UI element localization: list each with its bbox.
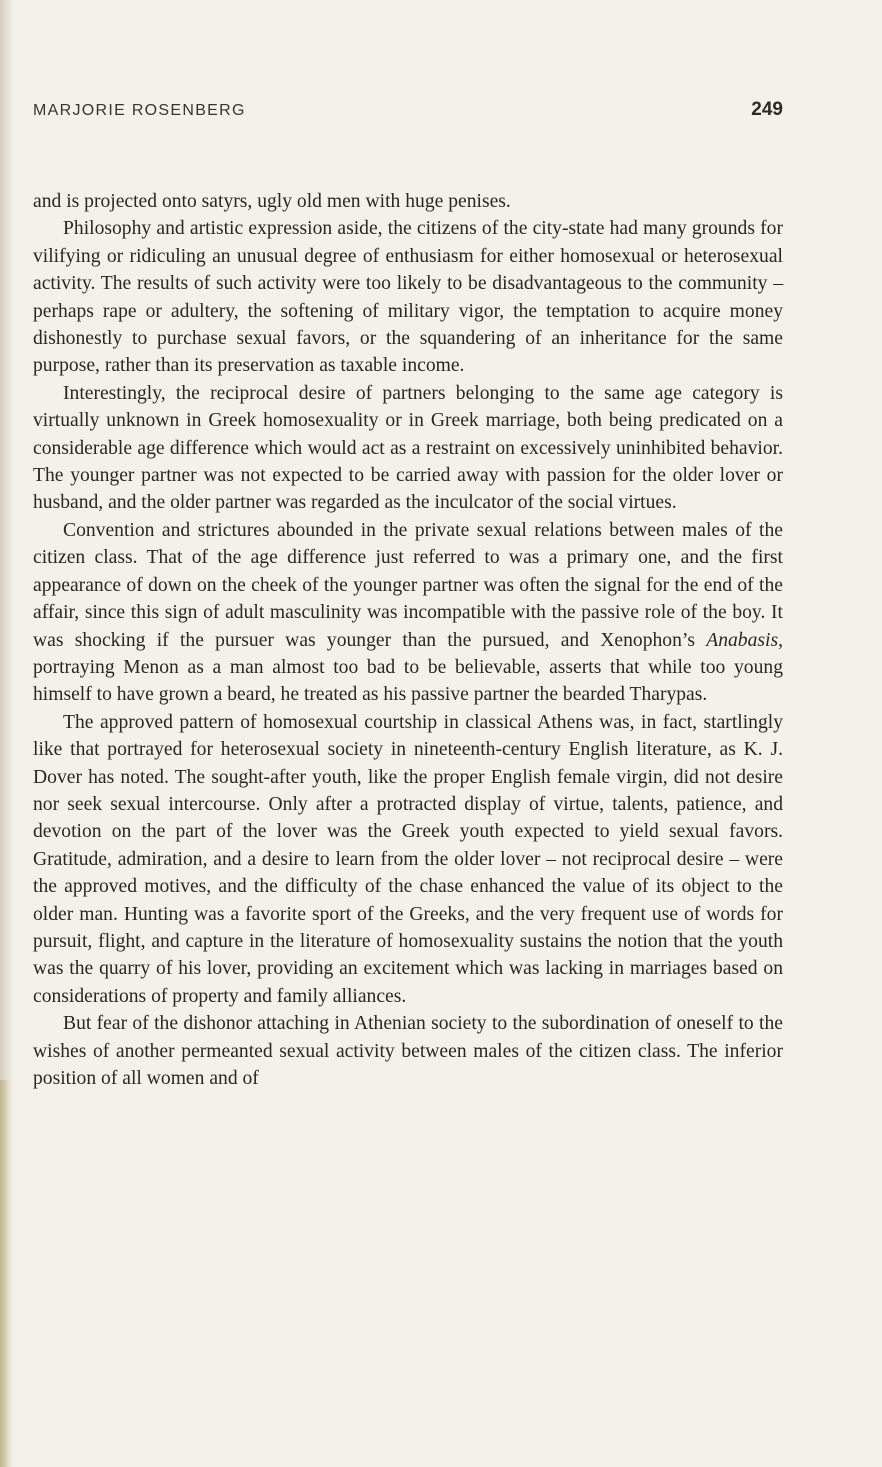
page-number: 249 xyxy=(751,99,783,120)
book-title-anabasis: Anabasis xyxy=(706,629,779,651)
paragraph-4-text-before: Convention and strictures abounded in the private sexual relations between males of the citizen class. That of the age difference just referred to was a primary one, and the first appearance of down on the cheek of the younger partner was often the signal for the end of the affair, since this sign of adult masculinity was incompatible with the passive role of the boy. It was shocking if the pursuer was younger than the pursued, and Xenophon’s xyxy=(33,519,783,651)
paragraph-3: Interestingly, the reciprocal desire of partners belonging to the same age category is virtually unknown in Greek homosexuality or in Greek marriage, both being predicated on a considerable age difference which would act as a restraint on excessively uninhibited behavior. The younger partner was not expected to be carried away with passion for the older lover or husband, and the older partner was regarded as the inculcator of the social virtues. xyxy=(33,382,783,514)
paragraph-1: and is projected onto satyrs, ugly old men with huge penises. xyxy=(33,191,511,212)
running-header xyxy=(33,99,783,128)
paragraph-2: Philosophy and artistic expression aside, the citizens of the city-state had many grounds for vilifying or ridiculing an unusual degree of enthusiasm for either homosexual or heterosexual activity. The results of such activity were too likely to be disadvantageous to the community – perhaps rape or adultery, the softening of military vigor, the temptation to acquire money dishonestly to purchase sexual favors, or the squandering of an inheritance for the same purpose, rather than its preservation as taxable income. xyxy=(33,218,783,377)
paragraph-4 xyxy=(33,517,783,709)
body-text xyxy=(33,188,783,1092)
paragraph-4-text-after: , portraying Menon as a man almost too bad to be believable, asserts that while too young himself to have grown a beard, he treated as his passive partner the bearded Tharypas. xyxy=(33,629,783,706)
header-author: MARJORIE ROSENBERG xyxy=(33,102,246,119)
page-edge-stain xyxy=(0,1080,10,1467)
paragraph-5: The approved pattern of homosexual courtship in classical Athens was, in fact, startlingly like that portrayed for heterosexual society in nineteenth-century English literature, as K. J. Dover has noted. The sought-after youth, like the proper English female virgin, did not desire nor seek sexual intercourse. Only after a protracted display of virtue, talents, patience, and devotion on the part of the lover was the Greek youth expected to yield sexual favors. Gratitude, admiration, and a desire to learn from the older lover – not reciprocal desire – were the approved motives, and the difficulty of the chase enhanced the value of its object to the older man. Hunting was a favorite sport of the Greeks, and the very frequent use of words for pursuit, flight, and capture in the literature of homosexuality sustains the notion that the youth was the quarry of his lover, providing an excitement which was lacking in marriages based on considerations of property and family alliances. xyxy=(33,711,783,1007)
paragraph-6: But fear of the dishonor attaching in Athenian society to the subordination of oneself to the wishes of another permeanted sexual activity between males of the citizen class. The inferior position of all women and of xyxy=(33,1013,783,1089)
